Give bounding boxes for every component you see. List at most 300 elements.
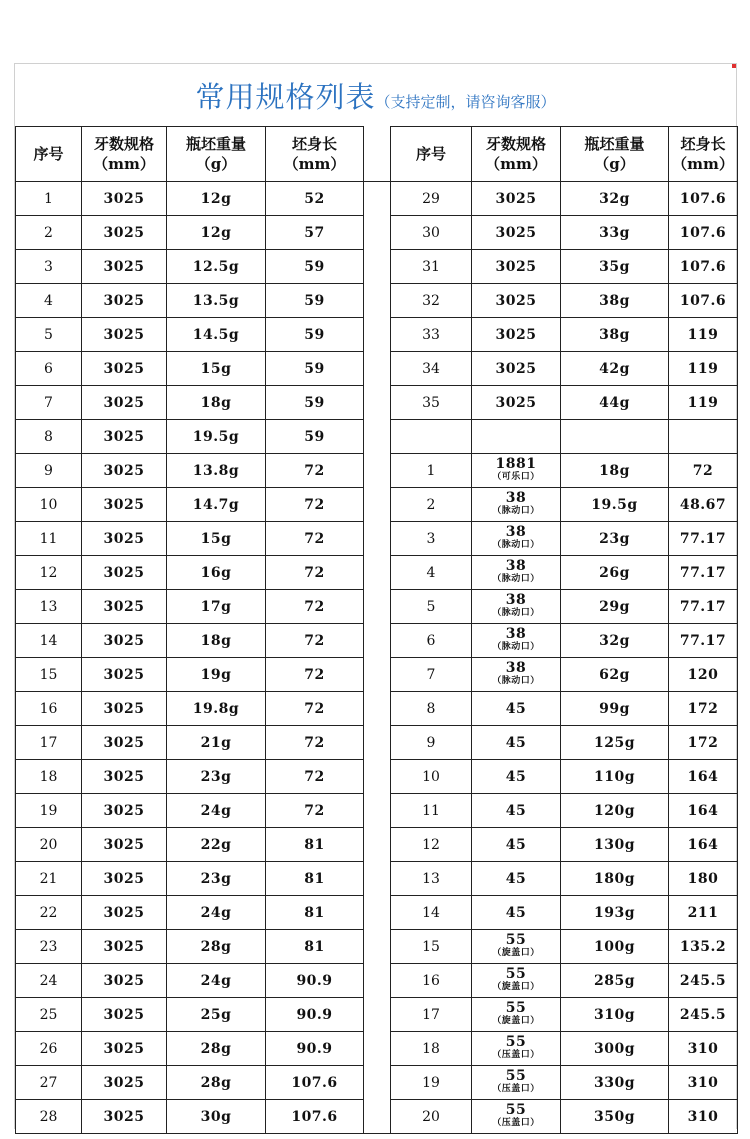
table-row [16, 250, 738, 284]
table-row [16, 964, 738, 998]
cell-thread: 3025 [82, 318, 167, 352]
thread-value: 55 [505, 931, 527, 948]
table-row [16, 930, 738, 964]
column-gap [364, 420, 391, 454]
table-row [16, 216, 738, 250]
cell-thread: 3025 [82, 658, 167, 692]
cell-seq: 12 [16, 556, 82, 590]
thread-value: 55 [505, 999, 527, 1016]
cell-weight: 24g [167, 896, 266, 930]
header-length: 坯身长 （mm） [266, 127, 364, 182]
header-weight: 瓶坯重量 （g） [167, 127, 266, 182]
cell-seq: 10 [16, 488, 82, 522]
cell-seq: 21 [16, 862, 82, 896]
cell-weight: 14.5g [167, 318, 266, 352]
cell-weight: 18g [167, 624, 266, 658]
table-row [16, 556, 738, 590]
cell-length: 59 [266, 318, 364, 352]
column-gap [364, 182, 391, 216]
cell-weight: 25g [167, 998, 266, 1032]
cell-length: 59 [266, 250, 364, 284]
table-row [16, 284, 738, 318]
thread-note: （压盖口） [492, 1117, 540, 1128]
cell-thread [472, 930, 561, 964]
table-row [16, 828, 738, 862]
table-row [16, 352, 738, 386]
cell-length: 59 [266, 284, 364, 318]
cell-thread: 45 [472, 726, 561, 760]
cell-weight: 18g [561, 454, 669, 488]
cell-thread: 3025 [82, 420, 167, 454]
cell-weight: 30g [167, 1100, 266, 1134]
cell-weight: 100g [561, 930, 669, 964]
cell-seq: 17 [391, 998, 472, 1032]
table-row [16, 386, 738, 420]
cell-weight: 13.8g [167, 454, 266, 488]
cell-thread: 3025 [82, 930, 167, 964]
cell-length: 72 [266, 488, 364, 522]
cell-seq: 17 [16, 726, 82, 760]
column-gap [364, 590, 391, 624]
title-subtitle: （支持定制，请咨询客服） [375, 93, 556, 111]
cell-thread [472, 964, 561, 998]
cell-thread: 3025 [82, 828, 167, 862]
cell-length: 310 [669, 1066, 738, 1100]
cell-seq: 18 [391, 1032, 472, 1066]
cell-length: 72 [266, 726, 364, 760]
cell-thread: 3025 [82, 352, 167, 386]
cell-seq: 2 [391, 488, 472, 522]
column-gap [364, 522, 391, 556]
cell-seq: 12 [391, 828, 472, 862]
thread-value: 55 [505, 1033, 527, 1050]
cell-seq: 8 [16, 420, 82, 454]
cell-thread [472, 454, 561, 488]
table-row [16, 454, 738, 488]
table-row [16, 1100, 738, 1134]
header-length-right: 坯身长 （mm） [669, 127, 738, 182]
cell-seq: 33 [391, 318, 472, 352]
cell-seq: 3 [391, 522, 472, 556]
cell-thread [472, 624, 561, 658]
cell-seq: 23 [16, 930, 82, 964]
cell-length: 245.5 [669, 998, 738, 1032]
cell-seq: 24 [16, 964, 82, 998]
table-row [16, 760, 738, 794]
thread-value: 55 [505, 1067, 527, 1084]
cell-thread: 3025 [82, 488, 167, 522]
cell-weight: 23g [167, 760, 266, 794]
column-gap [364, 760, 391, 794]
cell-thread [472, 1100, 561, 1134]
cell-length: 72 [669, 454, 738, 488]
table-row [16, 692, 738, 726]
cell-length: 164 [669, 794, 738, 828]
thread-value: 38 [505, 557, 527, 574]
corner-mark [732, 64, 736, 68]
cell-length: 90.9 [266, 998, 364, 1032]
cell-weight: 18g [167, 386, 266, 420]
cell-length: 72 [266, 454, 364, 488]
cell-length: 48.67 [669, 488, 738, 522]
cell-length: 72 [266, 658, 364, 692]
cell-seq: 5 [391, 590, 472, 624]
cell-length: 107.6 [669, 182, 738, 216]
cell-length: 107.6 [669, 250, 738, 284]
column-gap [364, 1100, 391, 1134]
cell-thread: 3025 [472, 284, 561, 318]
cell-thread [472, 522, 561, 556]
table-row [16, 522, 738, 556]
cell-weight: 28g [167, 930, 266, 964]
column-gap [364, 624, 391, 658]
cell-seq: 1 [16, 182, 82, 216]
cell-weight: 44g [561, 386, 669, 420]
cell-seq: 13 [16, 590, 82, 624]
header-thread-right: 牙数规格 （mm） [472, 127, 561, 182]
cell-thread: 3025 [82, 284, 167, 318]
cell-seq: 22 [16, 896, 82, 930]
cell-seq: 19 [391, 1066, 472, 1100]
cell-length: 107.6 [266, 1066, 364, 1100]
cell-seq: 15 [391, 930, 472, 964]
cell-seq: 29 [391, 182, 472, 216]
cell-thread: 3025 [82, 692, 167, 726]
cell-length: 90.9 [266, 1032, 364, 1066]
column-gap [364, 658, 391, 692]
column-gap [364, 862, 391, 896]
column-gap [364, 1032, 391, 1066]
thread-value: 1881 [495, 455, 537, 472]
table-row [16, 726, 738, 760]
cell-thread: 45 [472, 896, 561, 930]
cell-weight: 120g [561, 794, 669, 828]
cell-seq: 16 [391, 964, 472, 998]
thread-value: 38 [505, 625, 527, 642]
cell-seq: 20 [391, 1100, 472, 1134]
cell-weight: 17g [167, 590, 266, 624]
thread-note: （旋盖口） [492, 981, 540, 992]
cell-seq: 13 [391, 862, 472, 896]
thread-value: 38 [505, 523, 527, 540]
cell-length: 77.17 [669, 590, 738, 624]
table-row [16, 998, 738, 1032]
cell-thread: 3025 [82, 216, 167, 250]
cell-seq: 9 [16, 454, 82, 488]
cell-seq: 9 [391, 726, 472, 760]
cell-seq: 31 [391, 250, 472, 284]
cell-length: 119 [669, 318, 738, 352]
table-row [16, 658, 738, 692]
table-row [16, 1066, 738, 1100]
cell-thread: 45 [472, 862, 561, 896]
column-gap [364, 284, 391, 318]
cell-seq: 7 [391, 658, 472, 692]
cell-thread: 3025 [82, 590, 167, 624]
cell-length: 72 [266, 556, 364, 590]
cell-seq: 6 [16, 352, 82, 386]
header-thread: 牙数规格 （mm） [82, 127, 167, 182]
cell-weight: 35g [561, 250, 669, 284]
thread-value: 38 [505, 591, 527, 608]
table-row [16, 896, 738, 930]
cell-thread: 3025 [82, 998, 167, 1032]
cell-length: 90.9 [266, 964, 364, 998]
cell-thread: 3025 [82, 726, 167, 760]
cell-seq: 27 [16, 1066, 82, 1100]
cell-weight: 310g [561, 998, 669, 1032]
table-row [16, 1032, 738, 1066]
cell-weight: 350g [561, 1100, 669, 1134]
cell-length: 107.6 [266, 1100, 364, 1134]
cell-weight: 23g [167, 862, 266, 896]
cell-length: 72 [266, 692, 364, 726]
cell-weight: 125g [561, 726, 669, 760]
cell-thread: 3025 [472, 352, 561, 386]
table-row [16, 488, 738, 522]
cell-length: 172 [669, 692, 738, 726]
cell-thread: 3025 [82, 556, 167, 590]
cell-seq: 30 [391, 216, 472, 250]
cell-length: 72 [266, 760, 364, 794]
cell-thread: 3025 [82, 964, 167, 998]
column-gap [364, 250, 391, 284]
cell-thread: 3025 [82, 386, 167, 420]
cell-weight: 19.5g [561, 488, 669, 522]
cell-length: 172 [669, 726, 738, 760]
thread-note: （脉动口） [492, 539, 540, 550]
cell-length: 57 [266, 216, 364, 250]
cell-seq: 15 [16, 658, 82, 692]
cell-thread [472, 488, 561, 522]
thread-note: （脉动口） [492, 641, 540, 652]
cell-weight: 23g [561, 522, 669, 556]
cell-weight: 24g [167, 964, 266, 998]
cell-thread: 45 [472, 692, 561, 726]
column-gap [364, 127, 391, 182]
cell-thread [472, 1032, 561, 1066]
page-title [15, 64, 736, 126]
cell-seq: 16 [16, 692, 82, 726]
table-row [16, 794, 738, 828]
cell-thread: 3025 [472, 318, 561, 352]
cell-length: 77.17 [669, 624, 738, 658]
cell-thread: 45 [472, 794, 561, 828]
table-row [16, 624, 738, 658]
thread-note: （脉动口） [492, 573, 540, 584]
cell-thread: 45 [472, 828, 561, 862]
thread-value: 38 [505, 659, 527, 676]
column-gap [364, 964, 391, 998]
column-gap [364, 726, 391, 760]
cell-thread [472, 658, 561, 692]
cell-weight: 29g [561, 590, 669, 624]
thread-value: 38 [505, 489, 527, 506]
cell-weight: 285g [561, 964, 669, 998]
cell-length: 81 [266, 930, 364, 964]
cell-length: 180 [669, 862, 738, 896]
cell-seq: 28 [16, 1100, 82, 1134]
cell-weight: 42g [561, 352, 669, 386]
thread-note: （脉动口） [492, 607, 540, 618]
column-gap [364, 794, 391, 828]
cell-weight: 22g [167, 828, 266, 862]
cell-weight: 21g [167, 726, 266, 760]
cell-length: 107.6 [669, 216, 738, 250]
cell-length: 119 [669, 352, 738, 386]
cell-weight: 62g [561, 658, 669, 692]
cell-seq: 11 [16, 522, 82, 556]
cell-weight: 12g [167, 216, 266, 250]
cell-weight: 16g [167, 556, 266, 590]
cell-seq: 1 [391, 454, 472, 488]
cell-seq: 5 [16, 318, 82, 352]
cell-seq: 11 [391, 794, 472, 828]
cell-length: 310 [669, 1100, 738, 1134]
column-gap [364, 352, 391, 386]
cell-thread: 3025 [82, 250, 167, 284]
cell-weight: 300g [561, 1032, 669, 1066]
cell-seq: 2 [16, 216, 82, 250]
header-row [16, 127, 738, 182]
cell-seq: 34 [391, 352, 472, 386]
cell-length: 245.5 [669, 964, 738, 998]
cell-weight [561, 420, 669, 454]
table-row [16, 862, 738, 896]
cell-weight: 19.5g [167, 420, 266, 454]
column-gap [364, 386, 391, 420]
cell-weight: 15g [167, 352, 266, 386]
header-seq-right: 序号 [391, 127, 472, 182]
column-gap [364, 828, 391, 862]
thread-note: （压盖口） [492, 1083, 540, 1094]
cell-seq: 8 [391, 692, 472, 726]
table-row [16, 420, 738, 454]
cell-weight: 38g [561, 284, 669, 318]
cell-weight: 19.8g [167, 692, 266, 726]
cell-thread [472, 1066, 561, 1100]
cell-seq: 7 [16, 386, 82, 420]
cell-weight: 28g [167, 1066, 266, 1100]
cell-length [669, 420, 738, 454]
cell-thread: 3025 [472, 386, 561, 420]
cell-length: 72 [266, 590, 364, 624]
cell-weight: 19g [167, 658, 266, 692]
cell-thread [472, 420, 561, 454]
title-main: 常用规格列表 [195, 80, 376, 114]
cell-thread: 3025 [82, 454, 167, 488]
cell-thread: 3025 [472, 216, 561, 250]
cell-thread: 3025 [82, 1100, 167, 1134]
cell-seq: 26 [16, 1032, 82, 1066]
thread-note: （脉动口） [492, 675, 540, 686]
cell-weight: 15g [167, 522, 266, 556]
cell-thread: 3025 [82, 624, 167, 658]
cell-weight: 32g [561, 624, 669, 658]
thread-note: （旋盖口） [492, 1015, 540, 1026]
cell-length: 72 [266, 624, 364, 658]
cell-length: 164 [669, 760, 738, 794]
cell-weight: 38g [561, 318, 669, 352]
cell-seq: 19 [16, 794, 82, 828]
cell-seq: 25 [16, 998, 82, 1032]
cell-seq: 4 [391, 556, 472, 590]
cell-length: 310 [669, 1032, 738, 1066]
cell-seq: 4 [16, 284, 82, 318]
cell-weight: 32g [561, 182, 669, 216]
column-gap [364, 692, 391, 726]
column-gap [364, 556, 391, 590]
cell-weight: 330g [561, 1066, 669, 1100]
cell-length: 81 [266, 828, 364, 862]
cell-weight: 26g [561, 556, 669, 590]
cell-thread: 3025 [82, 182, 167, 216]
cell-thread [472, 556, 561, 590]
cell-length: 81 [266, 862, 364, 896]
cell-length: 211 [669, 896, 738, 930]
column-gap [364, 998, 391, 1032]
table-body [16, 182, 738, 1134]
cell-seq: 6 [391, 624, 472, 658]
column-gap [364, 930, 391, 964]
header-seq: 序号 [16, 127, 82, 182]
cell-weight: 110g [561, 760, 669, 794]
cell-thread [472, 998, 561, 1032]
cell-weight: 28g [167, 1032, 266, 1066]
cell-thread: 3025 [472, 250, 561, 284]
cell-thread: 3025 [82, 794, 167, 828]
cell-length: 81 [266, 896, 364, 930]
thread-note: （压盖口） [492, 1049, 540, 1060]
spec-sheet [14, 63, 737, 1129]
cell-length: 59 [266, 420, 364, 454]
cell-thread: 3025 [82, 760, 167, 794]
cell-seq: 10 [391, 760, 472, 794]
cell-weight: 99g [561, 692, 669, 726]
cell-length: 164 [669, 828, 738, 862]
cell-length: 77.17 [669, 556, 738, 590]
cell-thread: 3025 [82, 862, 167, 896]
cell-length: 77.17 [669, 522, 738, 556]
thread-value: 55 [505, 1101, 527, 1118]
thread-value: 55 [505, 965, 527, 982]
spec-table [15, 126, 738, 1134]
thread-note: （可乐口） [492, 471, 540, 482]
cell-seq [391, 420, 472, 454]
cell-weight: 180g [561, 862, 669, 896]
cell-seq: 14 [391, 896, 472, 930]
cell-thread: 3025 [82, 1066, 167, 1100]
cell-thread: 3025 [472, 182, 561, 216]
cell-thread: 3025 [82, 896, 167, 930]
cell-length: 72 [266, 522, 364, 556]
cell-length: 52 [266, 182, 364, 216]
column-gap [364, 488, 391, 522]
cell-length: 120 [669, 658, 738, 692]
cell-seq: 18 [16, 760, 82, 794]
table-row [16, 318, 738, 352]
table-row [16, 182, 738, 216]
column-gap [364, 1066, 391, 1100]
cell-length: 59 [266, 352, 364, 386]
cell-weight: 193g [561, 896, 669, 930]
cell-length: 135.2 [669, 930, 738, 964]
table-row [16, 590, 738, 624]
cell-length: 107.6 [669, 284, 738, 318]
cell-weight: 13.5g [167, 284, 266, 318]
column-gap [364, 216, 391, 250]
cell-length: 119 [669, 386, 738, 420]
